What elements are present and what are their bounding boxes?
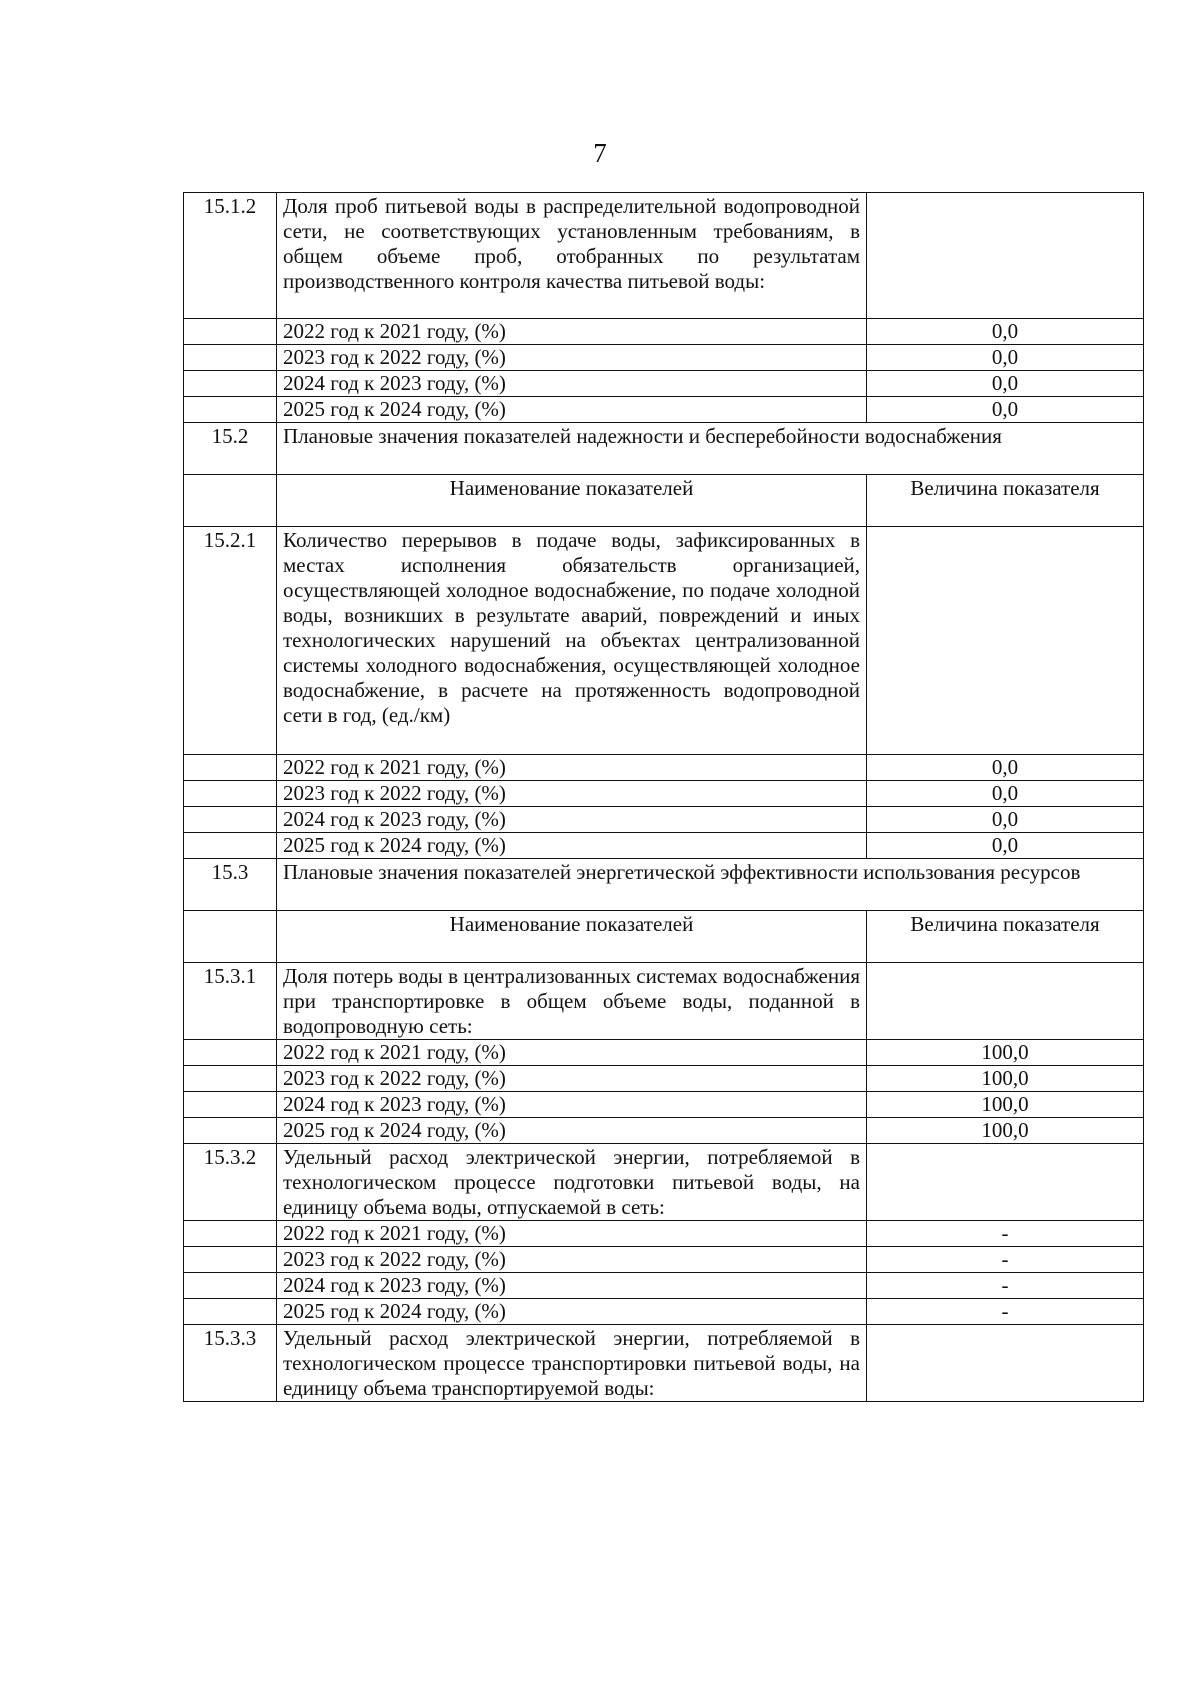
- year-row: [184, 833, 1144, 859]
- indicator-value: 0,0: [867, 807, 1144, 833]
- year-label: 2025 год к 2024 году, (%): [277, 397, 867, 423]
- year-label: 2023 год к 2022 году, (%): [277, 345, 867, 371]
- year-label: 2022 год к 2021 году, (%): [277, 1040, 867, 1066]
- value-cell-empty: [867, 527, 1144, 755]
- indicator-value: 100,0: [867, 1040, 1144, 1066]
- year-row: [184, 1247, 1144, 1273]
- header-row: [184, 475, 1144, 527]
- header-value: Величина показателя: [867, 475, 1144, 527]
- row-15-3-1: [184, 963, 1144, 1040]
- indicator-description: Количество перерывов в подаче воды, зафиксированных в местах исполнения обязательств организацией, осуществляющей холодное водоснабжение, по подаче холодной воды, возникших в результате аварий, повреждений и иных технологических нарушений на объектах централизованной системы холодного водоснабжения, осуществляющей холодное водоснабжение, в расчете на протяженность водопроводной сети в год, (ед./км): [277, 527, 867, 755]
- section-number: 15.1.2: [184, 193, 277, 319]
- indicator-value: 0,0: [867, 345, 1144, 371]
- year-row: [184, 345, 1144, 371]
- year-row: [184, 1066, 1144, 1092]
- page-number: 7: [593, 138, 607, 168]
- row-15-3: [184, 859, 1144, 911]
- year-label: 2025 год к 2024 году, (%): [277, 833, 867, 859]
- year-row: [184, 781, 1144, 807]
- indicator-value: 100,0: [867, 1066, 1144, 1092]
- indicators-table: [183, 192, 1144, 1402]
- value-cell-empty: [867, 963, 1144, 1040]
- value-cell-empty: [867, 193, 1144, 319]
- indicator-value: 0,0: [867, 371, 1144, 397]
- header-row: [184, 911, 1144, 963]
- indicator-value: -: [867, 1299, 1144, 1325]
- year-row: [184, 1040, 1144, 1066]
- year-label: 2025 год к 2024 году, (%): [277, 1299, 867, 1325]
- indicator-value: 0,0: [867, 397, 1144, 423]
- year-row: [184, 1221, 1144, 1247]
- indicator-value: 0,0: [867, 319, 1144, 345]
- row-15-3-2: [184, 1144, 1144, 1221]
- year-label: 2024 год к 2023 году, (%): [277, 371, 867, 397]
- header-name: Наименование показателей: [277, 475, 867, 527]
- indicator-value: -: [867, 1221, 1144, 1247]
- indicator-value: 0,0: [867, 781, 1144, 807]
- header-name: Наименование показателей: [277, 911, 867, 963]
- year-row: [184, 1118, 1144, 1144]
- year-label: 2022 год к 2021 году, (%): [277, 1221, 867, 1247]
- section-number: 15.3: [184, 859, 277, 911]
- indicator-value: 100,0: [867, 1118, 1144, 1144]
- section-number: 15.2: [184, 423, 277, 475]
- year-row: [184, 1273, 1144, 1299]
- indicator-value: -: [867, 1247, 1144, 1273]
- year-row: [184, 807, 1144, 833]
- indicator-description: Удельный расход электрической энергии, потребляемой в технологическом процессе подготовки питьевой воды, на единицу объема воды, отпускаемой в сеть:: [277, 1144, 867, 1221]
- year-label: 2023 год к 2022 году, (%): [277, 1247, 867, 1273]
- year-label: 2022 год к 2021 году, (%): [277, 755, 867, 781]
- year-row: [184, 397, 1144, 423]
- year-label: 2023 год к 2022 году, (%): [277, 781, 867, 807]
- year-label: 2024 год к 2023 году, (%): [277, 1273, 867, 1299]
- row-15-3-3: [184, 1325, 1144, 1402]
- indicator-description: Удельный расход электрической энергии, потребляемой в технологическом процессе транспортировки питьевой воды, на единицу объема транспортируемой воды:: [277, 1325, 867, 1402]
- year-label: 2025 год к 2024 году, (%): [277, 1118, 867, 1144]
- indicator-value: 100,0: [867, 1092, 1144, 1118]
- value-cell-empty: [867, 1144, 1144, 1221]
- year-label: 2024 год к 2023 году, (%): [277, 807, 867, 833]
- section-number: 15.3.2: [184, 1144, 277, 1221]
- section-title: Плановые значения показателей надежности и бесперебойности водоснабжения: [277, 423, 1144, 475]
- year-row: [184, 319, 1144, 345]
- year-label: 2022 год к 2021 году, (%): [277, 319, 867, 345]
- row-15-2-1: [184, 527, 1144, 755]
- indicator-value: 0,0: [867, 833, 1144, 859]
- year-label: 2023 год к 2022 году, (%): [277, 1066, 867, 1092]
- year-label: 2024 год к 2023 году, (%): [277, 1092, 867, 1118]
- row-15-1-2: [184, 193, 1144, 319]
- section-number: 15.3.1: [184, 963, 277, 1040]
- section-title: Плановые значения показателей энергетической эффективности использования ресурсов: [277, 859, 1144, 911]
- indicator-value: 0,0: [867, 755, 1144, 781]
- value-cell-empty: [867, 1325, 1144, 1402]
- indicator-description: Доля потерь воды в централизованных системах водоснабжения при транспортировке в общем объеме воды, поданной в водопроводную сеть:: [277, 963, 867, 1040]
- indicator-description: Доля проб питьевой воды в распределительной водопроводной сети, не соответствующих установленным требованиям, в общем объеме проб, отобранных по результатам производственного контроля качества питьевой воды:: [277, 193, 867, 319]
- year-row: [184, 1299, 1144, 1325]
- section-number: 15.2.1: [184, 527, 277, 755]
- year-row: [184, 755, 1144, 781]
- year-row: [184, 371, 1144, 397]
- year-row: [184, 1092, 1144, 1118]
- indicator-value: -: [867, 1273, 1144, 1299]
- section-number: 15.3.3: [184, 1325, 277, 1402]
- header-value: Величина показателя: [867, 911, 1144, 963]
- row-15-2: [184, 423, 1144, 475]
